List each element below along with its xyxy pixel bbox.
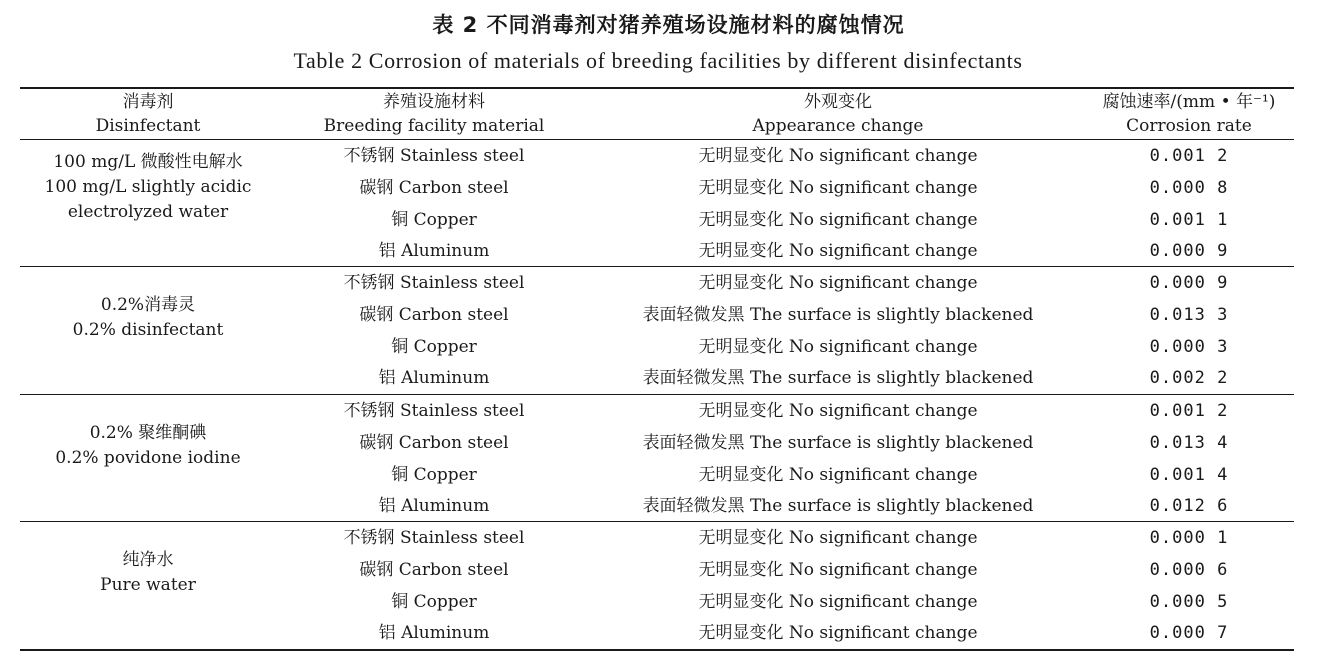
header-appearance-cn: 外观变化	[804, 92, 872, 112]
appearance-cell: 无明显变化 No significant change	[698, 528, 978, 548]
group-separator-rule	[20, 266, 1294, 267]
bottom-rule	[20, 649, 1294, 651]
header-appearance	[592, 90, 1084, 138]
header-material	[276, 90, 592, 138]
appearance-cell: 表面轻微发黑 The surface is slightly blackened	[642, 304, 1034, 325]
header-disinfectant	[20, 90, 276, 138]
appearance-cell: 无明显变化 No significant change	[698, 559, 978, 580]
corrosion-rate-cell: 0.000 3	[1149, 336, 1229, 357]
appearance-cell: 无明显变化 No significant change	[698, 146, 978, 166]
disinfectant-line: 100 mg/L 微酸性电解水	[53, 152, 243, 172]
material-cell: 铝 Aluminum	[378, 368, 490, 389]
material-cell: 不锈钢 Stainless steel	[343, 528, 525, 548]
disinfectant-cell	[20, 548, 276, 598]
top-rule	[20, 87, 1294, 89]
material-cell: 铝 Aluminum	[378, 241, 490, 262]
header-material-en: Breeding facility material	[323, 116, 545, 136]
group-separator-rule	[20, 521, 1294, 522]
disinfectant-cell	[20, 150, 276, 225]
disinfectant-line: Pure water	[100, 575, 196, 595]
header-appearance-en: Appearance change	[752, 116, 924, 136]
material-cell: 铜 Copper	[391, 464, 477, 485]
material-cell: 铜 Copper	[391, 209, 477, 230]
corrosion-rate-cell: 0.001 2	[1149, 401, 1229, 421]
corrosion-rate-cell: 0.013 3	[1149, 304, 1229, 325]
disinfectant-line: 0.2% disinfectant	[72, 320, 224, 340]
corrosion-rate-cell: 0.000 9	[1149, 273, 1229, 293]
corrosion-rate-cell: 0.012 6	[1149, 496, 1229, 517]
corrosion-rate-cell: 0.001 1	[1149, 209, 1229, 230]
appearance-cell: 表面轻微发黑 The surface is slightly blackened	[642, 368, 1034, 389]
appearance-cell: 无明显变化 No significant change	[698, 241, 978, 262]
material-cell: 不锈钢 Stainless steel	[343, 146, 525, 166]
appearance-cell: 无明显变化 No significant change	[698, 591, 978, 612]
disinfectant-cell	[20, 421, 276, 471]
header-corrosion-rate	[1084, 90, 1294, 138]
disinfectant-cell	[20, 293, 276, 343]
header-disinfectant-en: Disinfectant	[95, 116, 201, 136]
header-rule	[20, 139, 1294, 140]
corrosion-rate-cell: 0.001 4	[1149, 464, 1229, 485]
table-title-chinese: 表 2 不同消毒剂对猪养殖场设施材料的腐蚀情况	[432, 13, 905, 37]
material-cell: 碳钢 Carbon steel	[359, 559, 509, 580]
corrosion-rate-cell: 0.013 4	[1149, 432, 1229, 453]
appearance-cell: 无明显变化 No significant change	[698, 209, 978, 230]
disinfectant-line: 0.2% povidone iodine	[55, 448, 241, 468]
material-cell: 碳钢 Carbon steel	[359, 432, 509, 453]
corrosion-rate-cell: 0.000 6	[1149, 559, 1229, 580]
disinfectant-line: 100 mg/L slightly acidic	[44, 177, 252, 197]
corrosion-rate-cell: 0.000 5	[1149, 591, 1229, 612]
appearance-cell: 无明显变化 No significant change	[698, 401, 978, 421]
appearance-cell: 表面轻微发黑 The surface is slightly blackened	[642, 432, 1034, 453]
header-material-cn: 养殖设施材料	[383, 92, 485, 112]
material-cell: 铝 Aluminum	[378, 496, 490, 517]
material-cell: 铜 Copper	[391, 336, 477, 357]
corrosion-rate-cell: 0.000 9	[1149, 241, 1229, 262]
material-cell: 不锈钢 Stainless steel	[343, 273, 525, 293]
group-separator-rule	[20, 394, 1294, 395]
header-disinfectant-cn: 消毒剂	[122, 92, 174, 112]
appearance-cell: 无明显变化 No significant change	[698, 273, 978, 293]
disinfectant-line: 0.2% 聚维酮碘	[89, 423, 207, 443]
header-corrosion-rate-cn: 腐蚀速率/(mm • 年⁻¹)	[1102, 92, 1276, 112]
disinfectant-line: 纯净水	[122, 550, 174, 570]
appearance-cell: 表面轻微发黑 The surface is slightly blackened	[642, 496, 1034, 517]
corrosion-rate-cell: 0.000 1	[1149, 528, 1229, 548]
material-cell: 不锈钢 Stainless steel	[343, 401, 525, 421]
corrosion-rate-cell: 0.001 2	[1149, 146, 1229, 166]
corrosion-rate-cell: 0.002 2	[1149, 368, 1229, 389]
appearance-cell: 无明显变化 No significant change	[698, 336, 978, 357]
material-cell: 铜 Copper	[391, 591, 477, 612]
table-title-english: Table 2 Corrosion of materials of breeding facilities by different disinfectants	[293, 48, 1023, 73]
appearance-cell: 无明显变化 No significant change	[698, 464, 978, 485]
disinfectant-line: 0.2%消毒灵	[100, 295, 196, 315]
material-cell: 碳钢 Carbon steel	[359, 304, 509, 325]
disinfectant-line: electrolyzed water	[67, 202, 229, 222]
material-cell: 碳钢 Carbon steel	[359, 177, 509, 198]
header-corrosion-rate-en: Corrosion rate	[1126, 116, 1252, 136]
corrosion-rate-cell: 0.000 7	[1149, 623, 1229, 644]
corrosion-rate-cell: 0.000 8	[1149, 177, 1229, 198]
material-cell: 铝 Aluminum	[378, 623, 490, 644]
appearance-cell: 无明显变化 No significant change	[698, 623, 978, 644]
appearance-cell: 无明显变化 No significant change	[698, 177, 978, 198]
